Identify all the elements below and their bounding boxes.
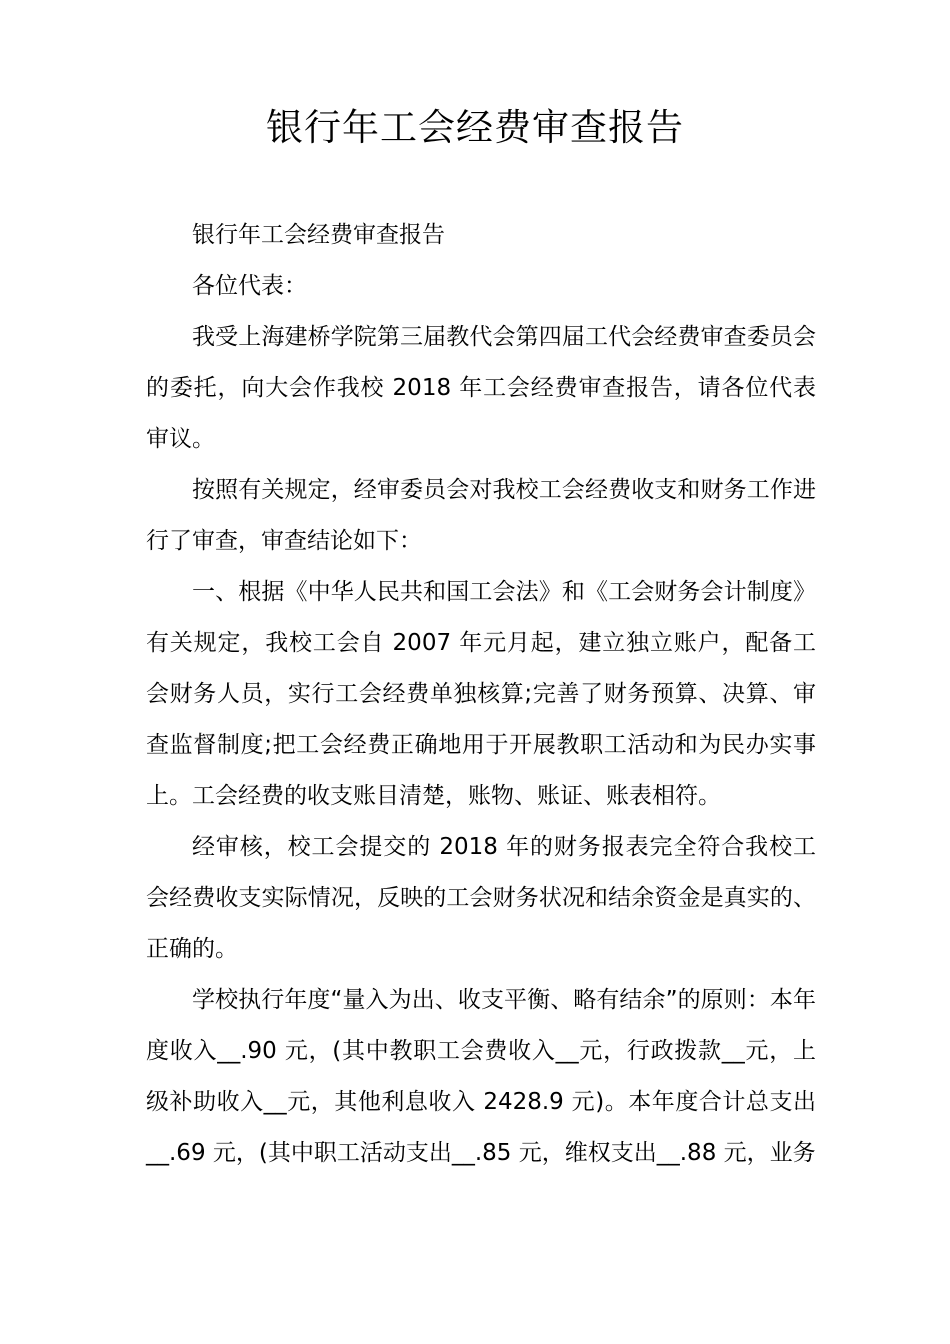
paragraph-intro: 我受上海建桥学院第三届教代会第四届工代会经费审查委员会的委托，向大会作我校 2018 年工会经费审查报告，请各位代表审议。 [146,324,816,452]
paragraph-salutation: 各位代表： [192,273,307,299]
paragraph-subtitle: 银行年工会经费审查报告 [192,222,445,248]
document-title: 银行年工会经费审查报告 [266,106,684,149]
document-body [146,210,816,1179]
paragraph-budget-principle: 学校执行年度“量入为出、收支平衡、略有结余”的原则：本年度收入__.90 元，(其中教职工会费收入__元，行政拨款__元，上级补助收入__元，其他利息收入 2428.9 元)。本年度合计总支出__.69 元，(其中职工活动支出__.85 元，维权支出__.88 元，业务 [146,987,816,1166]
paragraph-review-scope: 按照有关规定，经审委员会对我校工会经费收支和财务工作进行了审查，审查结论如下： [146,477,816,554]
paragraph-audit-result: 经审核，校工会提交的 2018 年的财务报表完全符合我校工会经费收支实际情况，反映的工会财务状况和结余资金是真实的、正确的。 [146,834,816,962]
paragraph-finding-one: 一、根据《中华人民共和国工会法》和《工会财务会计制度》有关规定，我校工会自 2007 年元月起，建立独立账户，配备工会财务人员，实行工会经费单独核算;完善了财务预算、决算、审查监督制度;把工会经费正确地用于开展教职工活动和为民办实事上。工会经费的收支账目清楚，账物、账证、账表相符。 [146,579,816,809]
